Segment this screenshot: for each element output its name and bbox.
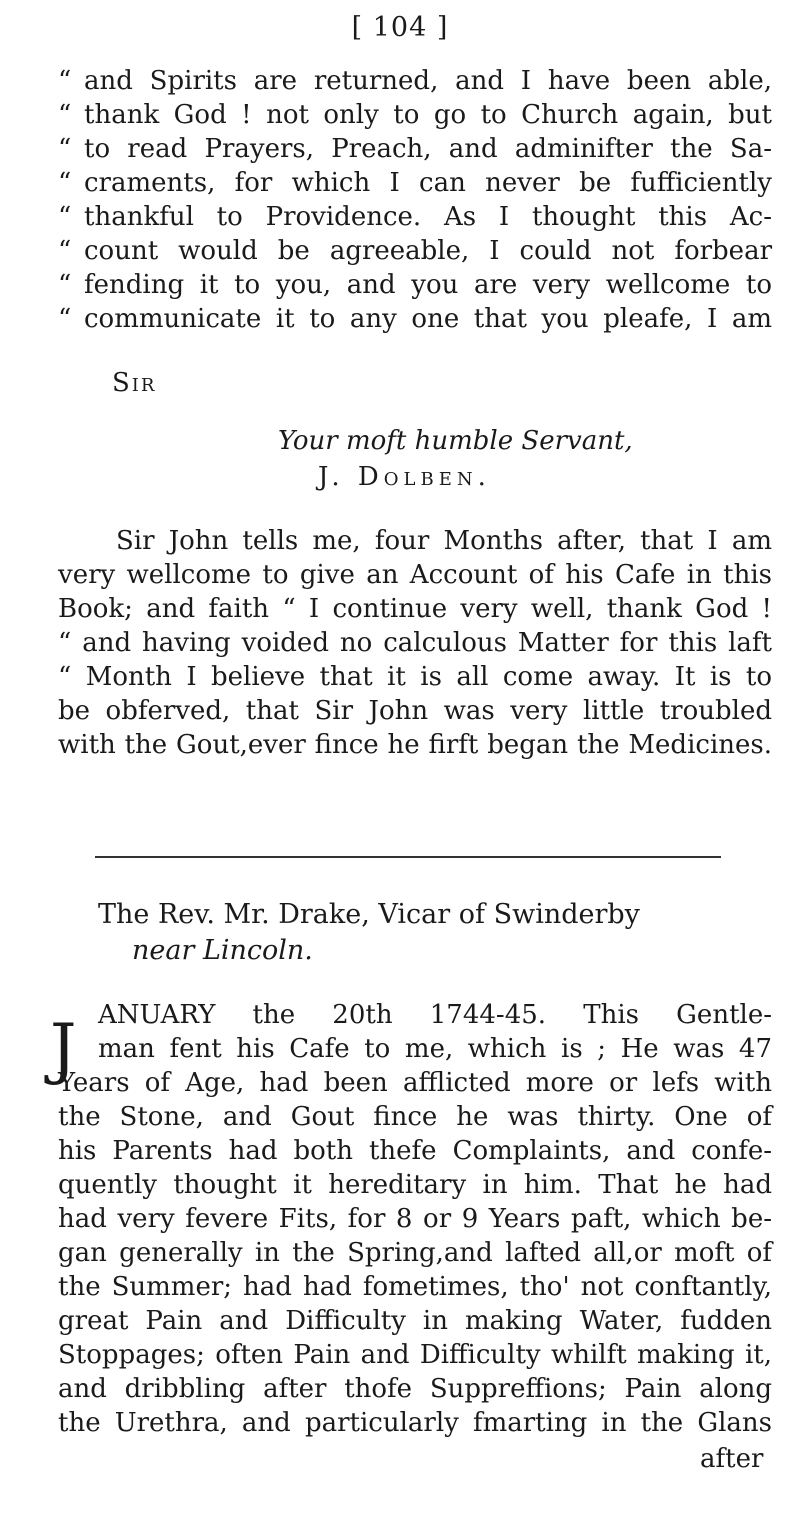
section-subheading: near Lincoln.: [132, 935, 313, 966]
body-line: and dribbling after thofe Suppreffions; Pain along: [58, 1374, 772, 1404]
body-line: be obferved, that Sir John was very little troubled: [58, 696, 772, 726]
body-line: quently thought it hereditary in him. That he had: [58, 1170, 772, 1200]
body-line: Stoppages; often Pain and Difficulty whilft making it,: [58, 1340, 772, 1370]
body-line: his Parents had both thefe Complaints, and confe-: [58, 1136, 772, 1166]
drop-cap: J: [50, 1010, 77, 1087]
body-line: with the Gout,ever fince he firft began the Medicines.: [58, 730, 772, 760]
salutation: Sir: [112, 368, 157, 398]
letter-line: “ and Spirits are returned, and I have been able,: [58, 66, 772, 96]
body-line: great Pain and Difficulty in making Water, fudden: [58, 1306, 772, 1336]
body-line: Sir John tells me, four Months after, that I am: [116, 526, 772, 556]
signature: J. Dolben.: [318, 462, 491, 492]
section-heading: The Rev. Mr. Drake, Vicar of Swinderby: [98, 899, 640, 930]
body-line: gan generally in the Spring,and lafted all,or moft of: [58, 1238, 772, 1268]
page-number: [ 104 ]: [351, 12, 449, 43]
section-divider: [95, 856, 721, 858]
body-line: ANUARY the 20th 1744-45. This Gentle-: [98, 1000, 772, 1030]
closing: Your moft humble Servant,: [278, 426, 633, 456]
body-line: the Urethra, and particularly fmarting in the Glans: [58, 1408, 772, 1438]
body-line: man fent his Cafe to me, which is ; He was 47: [98, 1034, 772, 1064]
body-line: had very fevere Fits, for 8 or 9 Years paft, which be-: [58, 1204, 772, 1234]
letter-line: “ communicate it to any one that you pleafe, I am: [58, 304, 772, 334]
body-line: the Stone, and Gout fince he was thirty. One of: [58, 1102, 772, 1132]
body-line: “ and having voided no calculous Matter for this laft: [58, 628, 772, 658]
body-line: very wellcome to give an Account of his Cafe in this: [58, 560, 772, 590]
letter-line: “ craments, for which I can never be fufficiently: [58, 168, 772, 198]
body-line: “ Month I believe that it is all come away. It is to: [58, 662, 772, 692]
letter-line: “ to read Prayers, Preach, and adminifter the Sa-: [58, 134, 772, 164]
body-line: Book; and faith “ I continue very well, thank God !: [58, 594, 772, 624]
letter-line: “ fending it to you, and you are very wellcome to: [58, 270, 772, 300]
catchword: after: [700, 1444, 764, 1474]
body-line: Years of Age, had been afflicted more or lefs with: [58, 1068, 772, 1098]
body-line: the Summer; had had fometimes, tho' not conftantly,: [58, 1272, 772, 1302]
letter-line: “ thankful to Providence. As I thought this Ac-: [58, 202, 772, 232]
letter-line: “ thank God ! not only to go to Church again, but: [58, 100, 772, 130]
letter-line: “ count would be agreeable, I could not forbear: [58, 236, 772, 266]
